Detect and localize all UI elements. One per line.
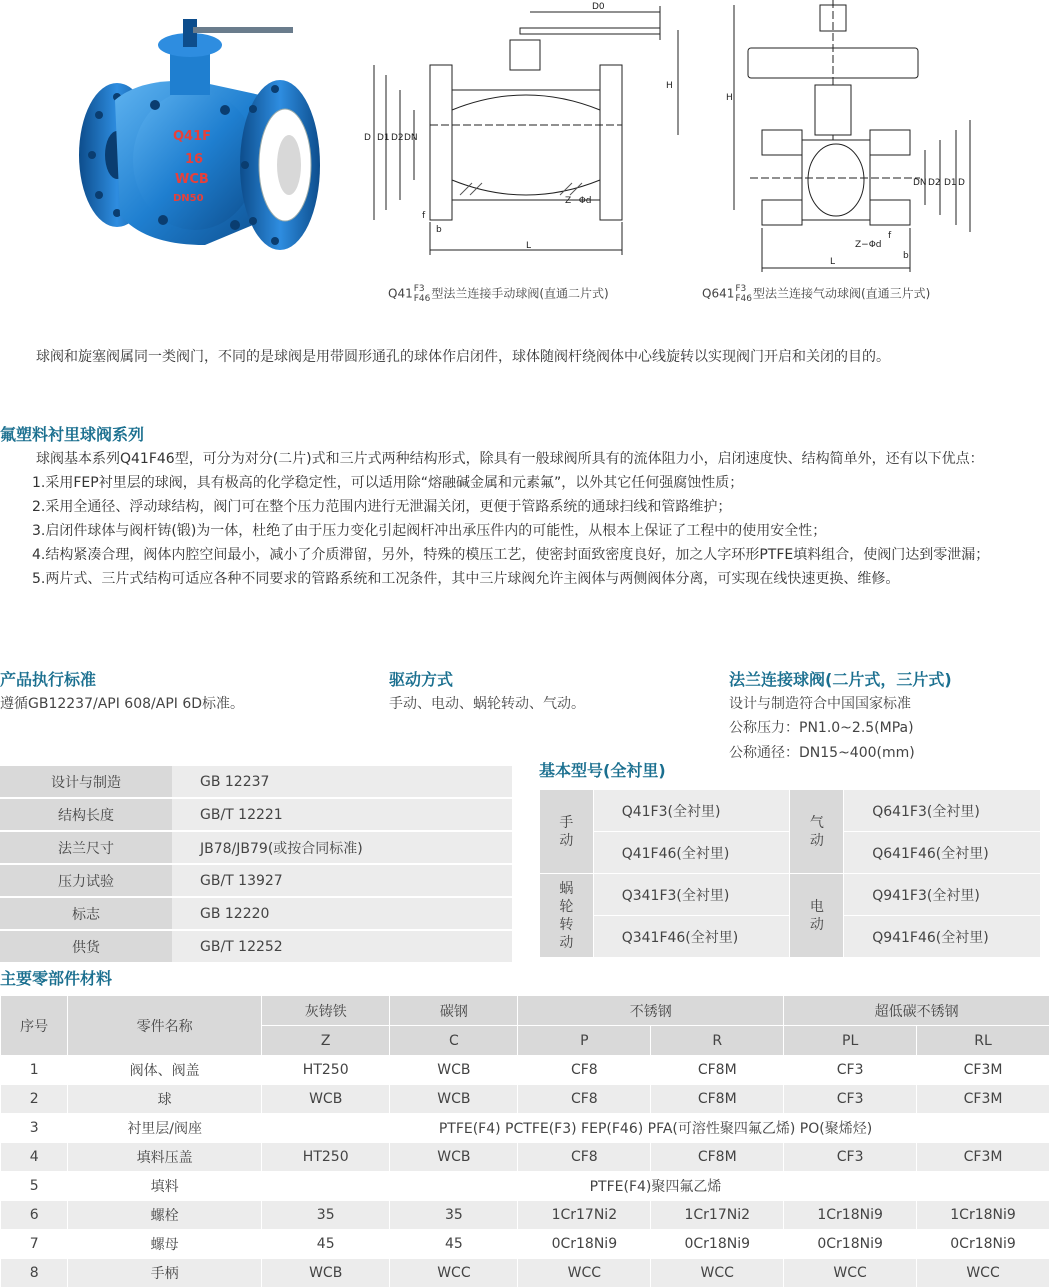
material-cell: WCC — [917, 1259, 1050, 1288]
group-manual: 手 动 — [540, 790, 594, 874]
material-cell: 1Cr18Ni9 — [917, 1201, 1050, 1230]
drawing-two-piece — [360, 0, 690, 280]
material-cell: CF8M — [651, 1143, 784, 1172]
svg-text:L: L — [526, 241, 532, 251]
material-cell: WCB — [390, 1056, 518, 1085]
material-cell: CF3M — [917, 1056, 1050, 1085]
material-cell: WCB — [262, 1259, 390, 1288]
flange-title: 法兰连接球阀(二片式，三片式) — [729, 670, 952, 689]
material-cell: CF8M — [651, 1085, 784, 1114]
series-title: 氟塑料衬里球阀系列 — [0, 425, 145, 444]
flange-line1: 设计与制造符合中国国家标准 — [729, 696, 911, 712]
material-cell: WCC — [651, 1259, 784, 1288]
svg-text:Z−Φd: Z−Φd — [565, 196, 592, 206]
drive-title: 驱动方式 — [389, 670, 454, 689]
part-name: 填料 — [68, 1172, 262, 1201]
material-cell: 0Cr18Ni9 — [518, 1230, 651, 1259]
material-cell: 45 — [262, 1230, 390, 1259]
standard-title: 产品执行标准 — [0, 670, 97, 689]
row-number: 7 — [1, 1230, 68, 1259]
series-body — [0, 447, 1052, 591]
materials-table: 序号 零件名称 灰铸铁 碳钢 不锈钢 超低碳不锈钢 Z C P R PL RL 1 阀体、阀盖 HT250 WCB CF8 CF8M CF3 CF3M 2 球 WCB WCB CF8 CF8M CF3 CF3M 3 衬里层/阀座 PTFE(F4) PCTFE(F3) FEP(F46) PFA(可溶性聚四氟乙烯) PO(聚烯烃) 4 填料压盖 HT250 WCB CF8 CF8M CF3 CF3M 5 填料 PTFE(F4)聚四氟乙烯 6 螺栓 35 35 1Cr17Ni2 1Cr17Ni2 1Cr18Ni9 1Cr18Ni9 7 螺母 45 45 0Cr18Ni9 0Cr18Ni9 0Cr18Ni9 0Cr18Ni9 8 手柄 WCB WCC WCC WCC WCC WCC — [0, 995, 1050, 1288]
svg-text:D1: D1 — [944, 178, 957, 188]
part-name: 填料压盖 — [68, 1143, 262, 1172]
standard-text: 遵循GB12237/API 608/API 6D标准。 — [0, 696, 245, 712]
svg-text:D: D — [958, 178, 965, 188]
material-cell: CF3 — [784, 1143, 917, 1172]
svg-text:DN: DN — [404, 133, 418, 143]
part-name: 螺栓 — [68, 1201, 262, 1230]
part-name: 阀体、阀盖 — [68, 1056, 262, 1085]
table-row: 标志 GB 12220 — [0, 897, 512, 930]
svg-text:b: b — [903, 251, 909, 261]
svg-text:H: H — [666, 81, 673, 91]
svg-text:D2: D2 — [391, 133, 404, 143]
material-cell: 0Cr18Ni9 — [651, 1230, 784, 1259]
models-title: 基本型号(全衬里) — [539, 761, 666, 780]
caption-three-piece: Q641 F3 F46 型法兰连接气动球阀(直通三片式) — [702, 284, 931, 304]
table-row — [1, 1201, 1050, 1230]
series-item: 4.结构紧凑合理，阀体内腔空间最小，减小了介质滞留，另外，特殊的模压工艺，使密封面致密度良好，加之人字环形PTFE填料组合，使阀门达到零泄漏； — [32, 547, 990, 563]
svg-text:f: f — [888, 231, 892, 241]
material-cell: CF8 — [518, 1143, 651, 1172]
drive-text: 手动、电动、蜗轮转动、气动。 — [389, 696, 585, 712]
table-row — [1, 1259, 1050, 1288]
table-row — [1, 1114, 1050, 1143]
svg-text:D2: D2 — [928, 178, 941, 188]
svg-text:DN: DN — [913, 178, 927, 188]
svg-text:b: b — [436, 225, 442, 235]
standards-table — [0, 766, 512, 964]
material-cell: CF8 — [518, 1056, 651, 1085]
material-cell: HT250 — [262, 1143, 390, 1172]
svg-text:WCB: WCB — [175, 172, 209, 187]
material-cell: WCB — [390, 1085, 518, 1114]
svg-text:16: 16 — [185, 152, 204, 167]
part-name: 螺母 — [68, 1230, 262, 1259]
drawing-three-piece — [720, 0, 980, 280]
material-cell: CF8 — [518, 1085, 651, 1114]
material-cell: 0Cr18Ni9 — [784, 1230, 917, 1259]
group-electric: 电 动 — [790, 874, 844, 958]
group-worm: 蜗 轮 转 动 — [540, 874, 594, 958]
svg-text:H: H — [726, 93, 733, 103]
material-cell: WCC — [390, 1259, 518, 1288]
part-name: 衬里层/阀座 — [68, 1114, 262, 1143]
part-name: 球 — [68, 1085, 262, 1114]
material-cell: WCB — [390, 1143, 518, 1172]
svg-text:D: D — [364, 133, 371, 143]
row-number: 4 — [1, 1143, 68, 1172]
material-cell: CF3 — [784, 1056, 917, 1085]
material-cell: 1Cr17Ni2 — [651, 1201, 784, 1230]
svg-text:D1: D1 — [377, 133, 390, 143]
material-cell: WCB — [262, 1085, 390, 1114]
row-number: 8 — [1, 1259, 68, 1288]
flange-diameter: 公称通径：DN15~400(mm) — [729, 745, 915, 761]
svg-text:D0: D0 — [592, 2, 605, 12]
table-row — [1, 1056, 1050, 1085]
row-number: 2 — [1, 1085, 68, 1114]
row-number: 3 — [1, 1114, 68, 1143]
flange-pressure: 公称压力：PN1.0~2.5(MPa) — [729, 720, 914, 736]
svg-text:L: L — [830, 257, 836, 267]
material-cell: 0Cr18Ni9 — [917, 1230, 1050, 1259]
table-row: 设计与制造 GB 12237 — [0, 766, 512, 798]
svg-text:Q41F: Q41F — [173, 129, 212, 144]
material-cell: 1Cr18Ni9 — [784, 1201, 917, 1230]
table-row: 法兰尺寸 JB78/JB79(或按合同标准) — [0, 831, 512, 864]
table-row: 供货 GB/T 12252 — [0, 930, 512, 963]
table-row — [1, 1230, 1050, 1259]
series-lead: 球阀基本系列Q41F46型，可分为对分(二片)式和三片式两种结构形式，除具有一般球阀所具有的流体阻力小，启闭速度快、结构简单外，还有以下优点： — [36, 451, 984, 467]
material-cell: 1Cr17Ni2 — [518, 1201, 651, 1230]
material-cell: HT250 — [262, 1056, 390, 1085]
intro-paragraph: 球阀和旋塞阀属同一类阀门，不同的是球阀是用带圆形通孔的球体作启闭件，球体随阀杆绕阀体中心线旋转以实现阀门开启和关闭的目的。 — [36, 349, 890, 365]
material-cell: 45 — [390, 1230, 518, 1259]
table-row — [1, 1085, 1050, 1114]
material-cell: PTFE(F4) PCTFE(F3) FEP(F46) PFA(可溶性聚四氟乙烯) PO(聚烯烃) — [262, 1114, 1050, 1143]
material-cell: CF3M — [917, 1143, 1050, 1172]
part-name: 手柄 — [68, 1259, 262, 1288]
material-cell: 35 — [262, 1201, 390, 1230]
table-row: 结构长度 GB/T 12221 — [0, 798, 512, 831]
series-item: 2.采用全通径、浮动球结构，阀门可在整个压力范围内进行无泄漏关闭，更便于管路系统的通球扫线和管路维护； — [32, 499, 732, 515]
material-cell: WCC — [784, 1259, 917, 1288]
row-number: 5 — [1, 1172, 68, 1201]
models-table: 手 动 Q41F3(全衬里) 气 动 Q641F3(全衬里) Q41F46(全衬里) Q641F46(全衬里) 蜗 轮 转 动 Q341F3(全衬里) 电 动 Q941F3(全衬里) Q341F46(全衬里) Q941F46(全衬里) — [539, 789, 1041, 958]
series-item: 3.启闭件球体与阀杆铸(锻)为一体，杜绝了由于压力变化引起阀杆冲出承压件内的可能性，从根本上保证了工程中的使用安全性； — [32, 523, 827, 539]
caption-two-piece: Q41 F3 F46 型法兰连接手动球阀(直通二片式) — [388, 284, 609, 304]
row-number: 6 — [1, 1201, 68, 1230]
series-item: 5.两片式、三片式结构可适应各种不同要求的管路系统和工况条件，其中三片球阀允许主阀体与两侧阀体分离，可实现在线快速更换、维修。 — [32, 571, 900, 587]
series-item: 1.采用FEP衬里层的球阀，具有极高的化学稳定性，可以适用除“熔融碱金属和元素氟”，以外其它任何强腐蚀性质； — [32, 475, 744, 491]
row-number: 1 — [1, 1056, 68, 1085]
materials-title: 主要零部件材料 — [0, 969, 113, 988]
material-cell: PTFE(F4)聚四氟乙烯 — [262, 1172, 1050, 1201]
material-cell: CF3 — [784, 1085, 917, 1114]
svg-text:f: f — [422, 211, 426, 221]
material-cell: CF3M — [917, 1085, 1050, 1114]
svg-text:DN50: DN50 — [173, 193, 204, 204]
table-row: 压力试验 GB/T 13927 — [0, 864, 512, 897]
table-row — [1, 1172, 1050, 1201]
material-cell: 35 — [390, 1201, 518, 1230]
group-pneumatic: 气 动 — [790, 790, 844, 874]
table-row — [1, 1143, 1050, 1172]
material-cell: CF8M — [651, 1056, 784, 1085]
material-cell: WCC — [518, 1259, 651, 1288]
valve-photo — [75, 5, 325, 275]
svg-text:Z−Φd: Z−Φd — [855, 240, 882, 250]
